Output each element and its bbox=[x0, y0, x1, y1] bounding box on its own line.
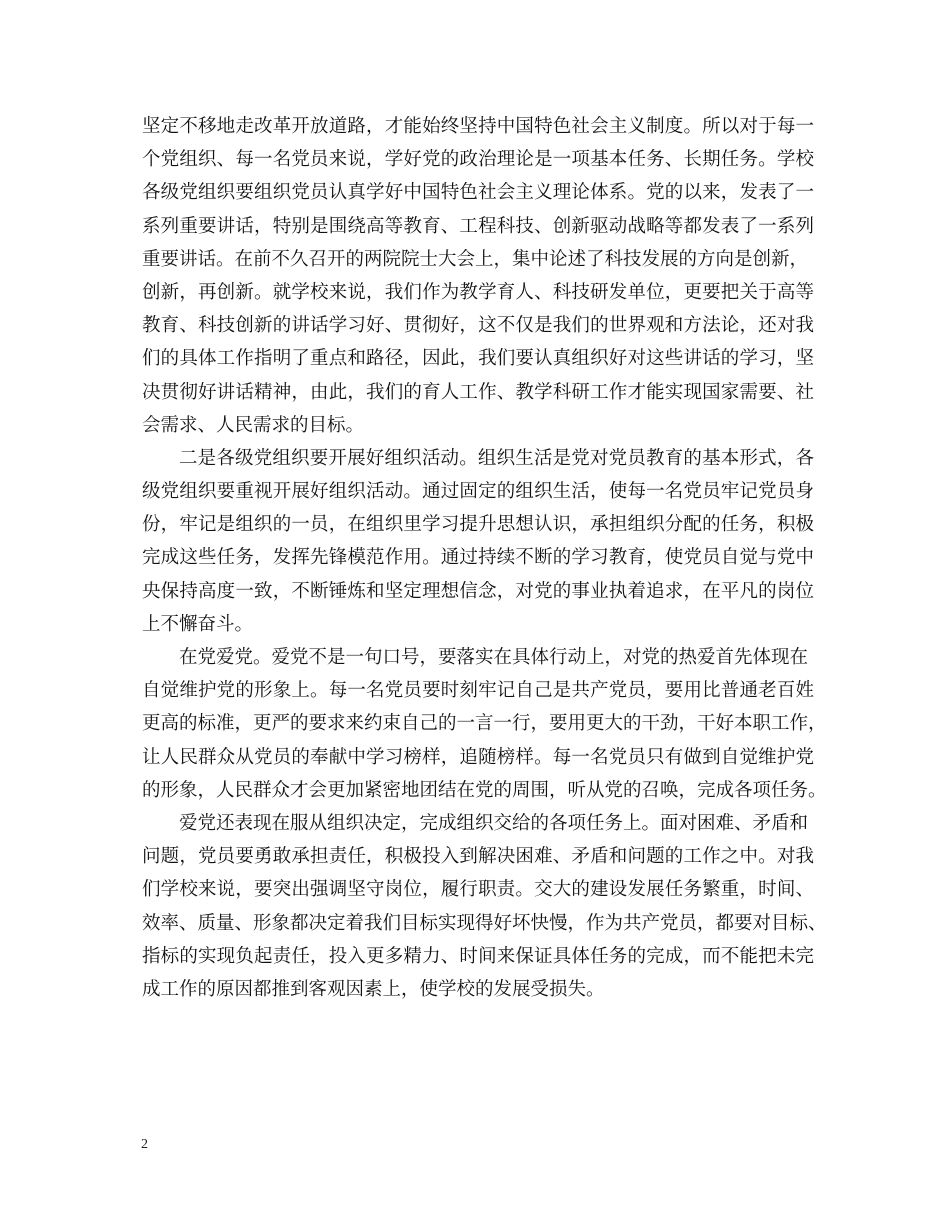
text-line: 问题，党员要勇敢承担责任，积极投入到解决困难、矛盾和问题的工作之中。对我 bbox=[142, 846, 814, 868]
text-line: 级党组织要重视开展好组织活动。通过固定的组织生活，使每一名党员牢记党员身 bbox=[142, 481, 814, 503]
text-line: 更高的标准，更严的要求来约束自己的一言一行，要用更大的干劲，干好本职工作， bbox=[142, 713, 827, 735]
text-line: 教育、科技创新的讲话学习好、贯彻好，这不仅是我们的世界观和方法论，还对我 bbox=[142, 315, 814, 337]
paragraph-last-line: 会需求、人民需求的目标。 bbox=[142, 414, 365, 436]
text-line: 决贯彻好讲话精神，由此，我们的育人工作、教学科研工作才能实现国家需要、社 bbox=[142, 381, 814, 403]
text-line: 创新，再创新。就学校来说，我们作为教学育人、科技研发单位，更要把关于高等 bbox=[142, 281, 814, 303]
paragraph-last-line: 的形象，人民群众才会更加紧密地团结在党的周围，听从党的召唤，完成各项任务。 bbox=[142, 779, 827, 801]
paragraph-first-line: 二是各级党组织要开展好组织活动。组织生活是党对党员教育的基本形式，各 bbox=[179, 447, 814, 469]
text-line: 个党组织、每一名党员来说，学好党的政治理论是一项基本任务、长期任务。学校 bbox=[142, 149, 814, 171]
paragraph-first-line: 在党爱党。爱党不是一句口号，要落实在具体行动上，对党的热爱首先体现在 bbox=[179, 647, 809, 668]
text-line: 指标的实现负起责任，投入更多精力、时间来保证具体任务的完成，而不能把未完 bbox=[142, 945, 814, 967]
text-line: 份，牢记是组织的一员，在组织里学习提升思想认识，承担组织分配的任务，积极 bbox=[142, 514, 814, 536]
text-line: 重要讲话。在前不久召开的两院院士大会上，集中论述了科技发展的方向是创新， bbox=[142, 248, 809, 270]
text-line: 们学校来说，要突出强调坚守岗位，履行职责。交大的建设发展任务繁重，时间、 bbox=[142, 879, 814, 901]
text-line: 各级党组织要组织党员认真学好中国特色社会主义理论体系。党的以来，发表了一 bbox=[142, 182, 814, 204]
text-line: 完成这些任务，发挥先锋模范作用。通过持续不断的学习教育，使党员自觉与党中 bbox=[142, 547, 814, 569]
text-line: 自觉维护党的形象上。每一名党员要时刻牢记自己是共产党员，要用比普通老百姓 bbox=[142, 680, 814, 702]
paragraph-first-line: 爱党还表现在服从组织决定，完成组织交给的各项任务上。面对困难、矛盾和 bbox=[179, 812, 809, 834]
paragraph-last-line: 上不懈奋斗。 bbox=[142, 613, 254, 635]
text-line: 系列重要讲话，特别是围绕高等教育、工程科技、创新驱动战略等都发表了一系列 bbox=[142, 215, 814, 237]
page-number: 2 bbox=[141, 1137, 148, 1152]
text-line: 让人民群众从党员的奉献中学习榜样，追随榜样。每一名党员只有做到自觉维护党 bbox=[142, 746, 814, 768]
document-body bbox=[142, 110, 827, 1006]
text-line: 效率、质量、形象都决定着我们目标实现得好坏快慢，作为共产党员，都要对目标、 bbox=[142, 912, 827, 934]
text-line: 坚定不移地走改革开放道路，才能始终坚持中国特色社会主义制度。所以对于每一 bbox=[142, 116, 814, 137]
text-line: 们的具体工作指明了重点和路径，因此，我们要认真组织好对这些讲话的学习，坚 bbox=[142, 348, 814, 370]
text-line: 央保持高度一致，不断锤炼和坚定理想信念，对党的事业执着追求，在平凡的岗位 bbox=[142, 580, 814, 602]
paragraph-last-line: 成工作的原因都推到客观因素上，使学校的发展受损失。 bbox=[142, 978, 605, 1000]
